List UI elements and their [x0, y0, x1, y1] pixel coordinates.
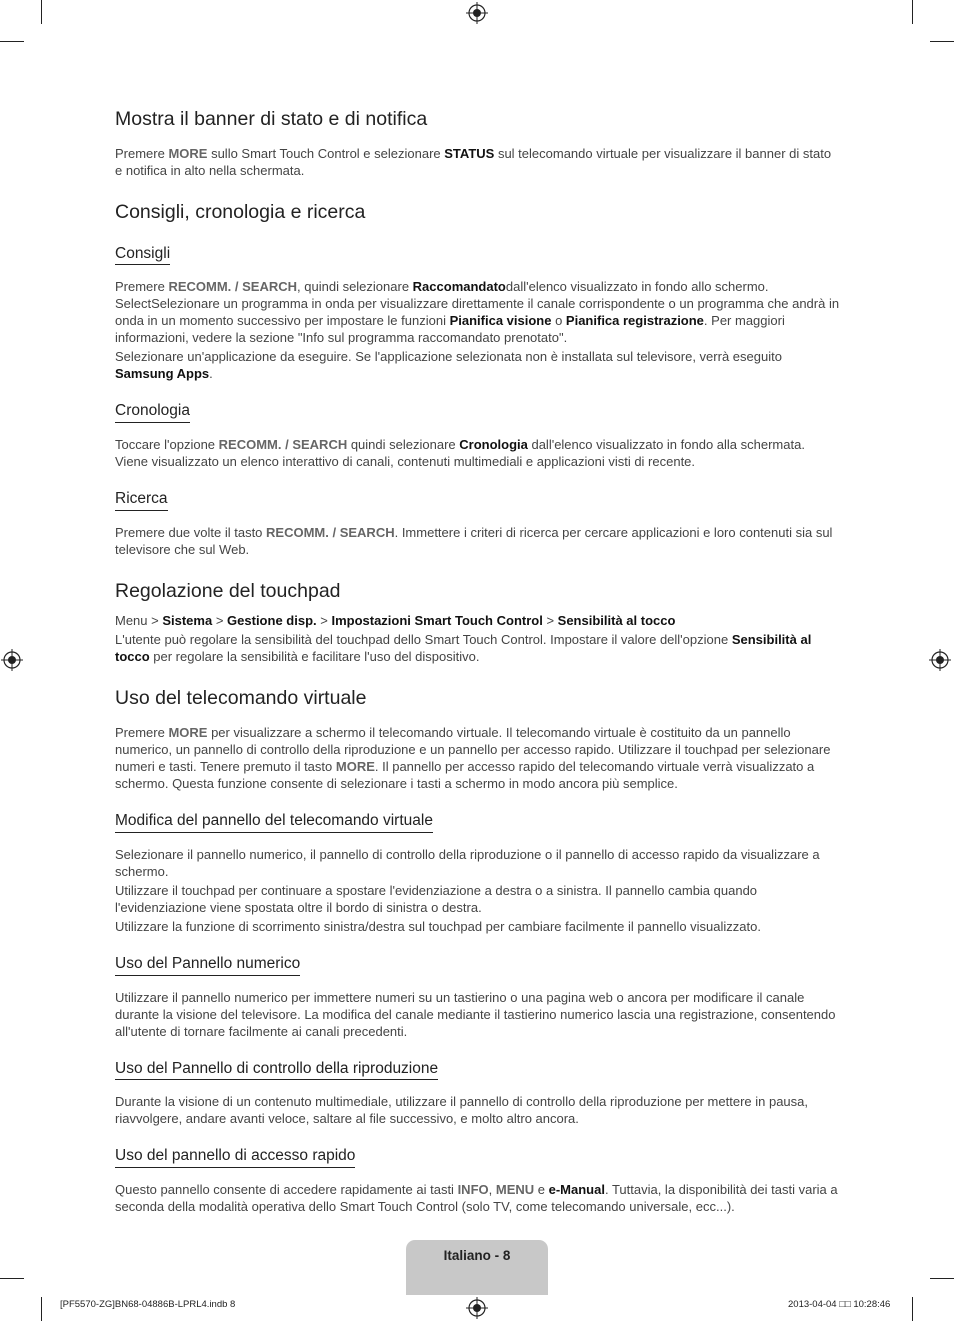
crop-mark	[930, 41, 954, 42]
registration-mark-icon	[466, 2, 488, 24]
section-title-touchpad: Regolazione del touchpad	[115, 579, 341, 602]
modify-panel-paragraph-3: Utilizzare la funzione di scorrimento sinistra/destra sul touchpad per cambiare facilmente il pannello visualizzato.	[115, 918, 761, 934]
crop-mark	[930, 1278, 954, 1279]
consigli-paragraph-2: Selezionare un'applicazione da eseguire. Se l'applicazione selezionata non è installata sul televisore, verrà eseguito Samsung Apps.	[115, 349, 782, 382]
section-title-tips: Consigli, cronologia e ricerca	[115, 201, 366, 224]
status-banner-paragraph: Premere MORE sullo Smart Touch Control e selezionare STATUS sul telecomando virtuale per visualizzare il banner di stato e notifica in alto nella schermata.	[115, 146, 832, 179]
registration-mark-icon	[929, 649, 951, 671]
print-timestamp: 2013-04-04 □□ 10:28:46	[788, 1299, 891, 1310]
subsection-title-cronologia: Cronologia	[115, 402, 190, 423]
modify-panel-paragraph-2: Utilizzare il touchpad per continuare a spostare l'evidenziazione a destra o a sinistra. Il pannello cambia quando l'evidenziazione viene spostata oltre il bordo di sinistra o destra.	[115, 882, 758, 915]
subsection-title-numeric-panel: Uso del Pannello numerico	[115, 955, 300, 976]
crop-mark	[912, 1297, 913, 1321]
crop-mark	[0, 1278, 24, 1279]
subsection-title-playback-panel: Uso del Pannello di controllo della riproduzione	[115, 1060, 438, 1081]
modify-panel-paragraph-1: Selezionare il pannello numerico, il pannello di controllo della riproduzione o il pannello di accesso rapido da visualizzare a schermo.	[115, 846, 820, 879]
touchpad-paragraph: L'utente può regolare la sensibilità del touchpad dello Smart Touch Control. Impostare il valore dell'opzione Sensibilità al tocco per regolare la sensibilità e facilitare l'uso del dispositivo.	[115, 631, 812, 664]
subsection-title-ricerca: Ricerca	[115, 490, 168, 511]
file-info: [PF5570-ZG]BN68-04886B-LPRL4.indb 8	[60, 1299, 236, 1310]
section-title-virtual-remote: Uso del telecomando virtuale	[115, 686, 367, 709]
numeric-panel-paragraph: Utilizzare il pannello numerico per immettere numeri su un tastierino o una pagina web o ancora per modificare il canale durante la visione del televisore. La modifica del canale mediante il tastierino numerico lascia una registrazione, consentendo all'utente di tornare facilmente ai canali precedenti.	[115, 989, 836, 1039]
registration-mark-icon	[1, 649, 23, 671]
subsection-title-consigli: Consigli	[115, 245, 170, 266]
consigli-paragraph-1: Premere RECOMM. / SEARCH, quindi selezionare Raccomandatodall'elenco visualizzato in fondo allo schermo. SelectSelezionare un programma in onda per visualizzare direttamente il canale corrispondente o un programma che andrà in onda in un momento successivo per impostare le funzioni Pianifica visione o Pianifica registrazione. Per maggiori informazioni, vedere la sezione "Info sul programma raccomandato prenotato".	[115, 279, 840, 346]
playback-panel-paragraph: Durante la visione di un contenuto multimediale, utilizzare il pannello di controllo della riproduzione per mettere in pausa, riavvolgere, andare avanti veloce, saltare al file successivo, e molto altro ancora.	[115, 1094, 809, 1127]
touchpad-menu-path: Menu > Sistema > Gestione disp. > Impostazioni Smart Touch Control > Sensibilità al tocco	[115, 612, 676, 628]
registration-mark-icon	[466, 1297, 488, 1319]
cronologia-paragraph: Toccare l'opzione RECOMM. / SEARCH quindi selezionare Cronologia dall'elenco visualizzato in fondo alla schermata. Viene visualizzato un elenco interattivo di canali, contenuti multimediali e applicazioni visti di recente.	[115, 436, 805, 469]
page-number-tab	[406, 1240, 548, 1295]
crop-mark	[0, 41, 24, 42]
subsection-title-modify-panel: Modifica del pannello del telecomando virtuale	[115, 812, 433, 833]
crop-mark	[41, 0, 42, 24]
crop-mark	[912, 0, 913, 24]
page-number-label: Italiano - 8	[443, 1248, 511, 1263]
subsection-title-quick-panel: Uso del pannello di accesso rapido	[115, 1147, 355, 1168]
crop-mark	[41, 1297, 42, 1321]
quick-panel-paragraph: Questo pannello consente di accedere rapidamente ai tasti INFO, MENU e e-Manual. Tuttavia, la disponibilità dei tasti varia a seconda della modalità operativa dello Smart Touch Control (solo TV, come telecomando universale, ecc...).	[115, 1181, 838, 1214]
page-content	[115, 108, 840, 1217]
section-title-status-banner: Mostra il banner di stato e di notifica	[115, 108, 428, 130]
ricerca-paragraph: Premere due volte il tasto RECOMM. / SEARCH. Immettere i criteri di ricerca per cercare applicazioni e loro contenuti sia sul televisore che sul Web.	[115, 524, 833, 557]
virtual-remote-paragraph: Premere MORE per visualizzare a schermo il telecomando virtuale. Il telecomando virtuale è costituito da un pannello numerico, un pannello di controllo della riproduzione e un pannello per accesso rapido. Utilizzare il touchpad per selezionare numeri e tasti. Tenere premuto il tasto MORE. Il pannello per accesso rapido del telecomando virtuale verrà visualizzato a schermo. Questa funzione consente di selezionare i tasti a schermo in modo ancora più semplice.	[115, 725, 831, 792]
